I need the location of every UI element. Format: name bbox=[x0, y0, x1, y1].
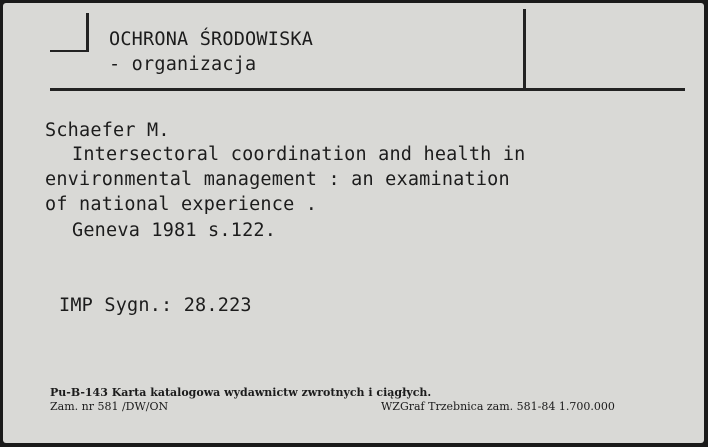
imprint: Geneva 1981 s.122. bbox=[72, 220, 277, 241]
printer-info: WZGraf Trzebnica zam. 581-84 1.700.000 bbox=[381, 400, 615, 413]
catalog-card bbox=[3, 3, 704, 443]
header-left-rule bbox=[86, 13, 89, 52]
header-bottom-rule bbox=[50, 88, 685, 91]
header-left-tick bbox=[50, 50, 88, 52]
title-line-1: Intersectoral coordination and health in bbox=[72, 144, 526, 165]
author: Schaefer M. bbox=[45, 120, 170, 141]
call-number: IMP Sygn.: 28.223 bbox=[59, 295, 252, 316]
header-right-rule bbox=[523, 9, 526, 89]
subject-heading: OCHRONA ŚRODOWISKA bbox=[109, 29, 314, 50]
subject-subheading: - organizacja bbox=[109, 54, 257, 75]
title-line-3: of national experience . bbox=[45, 194, 318, 215]
form-caption: Pu-B-143 Karta katalogowa wydawnictw zwrotnych i ciągłych. bbox=[50, 386, 432, 399]
order-number: Zam. nr 581 /DW/ON bbox=[50, 400, 169, 413]
title-line-2: environmental management : an examination bbox=[45, 169, 510, 190]
